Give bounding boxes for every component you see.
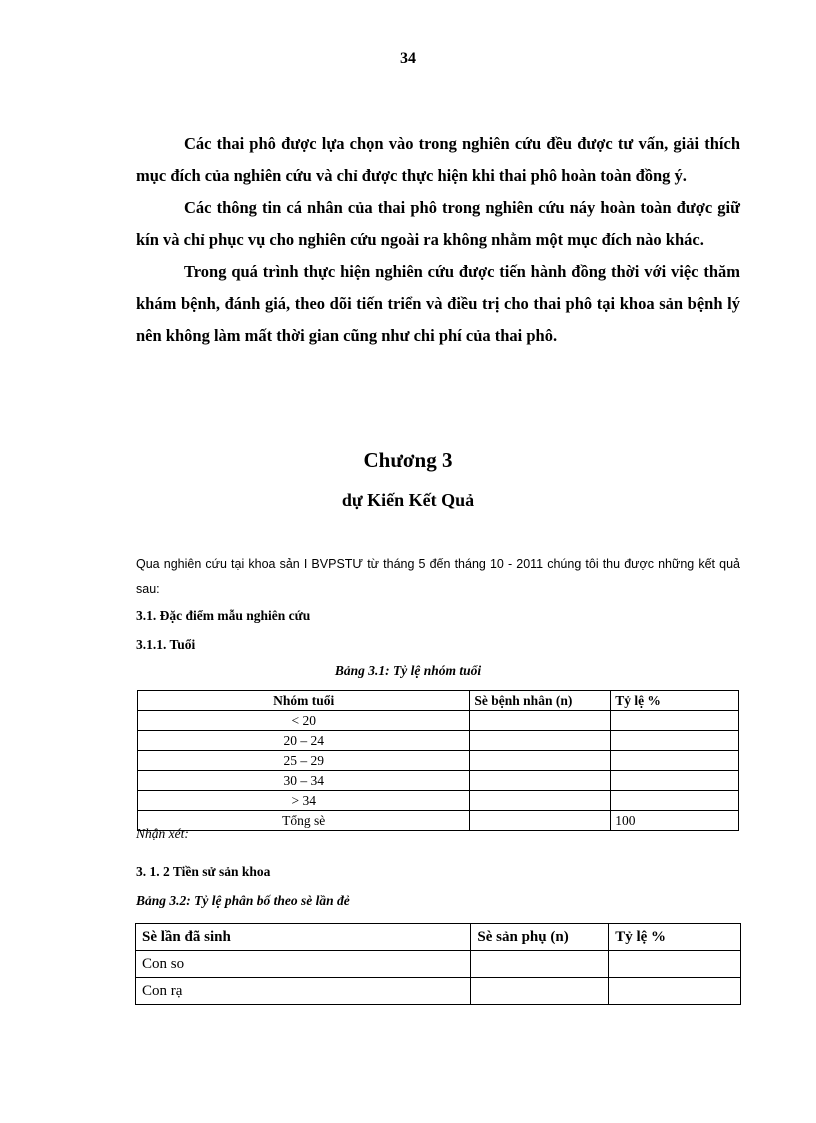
table-cell bbox=[611, 731, 739, 751]
table-cell: Con so bbox=[136, 951, 471, 978]
table-row bbox=[138, 771, 739, 791]
body-text bbox=[136, 128, 740, 352]
table-cell: Tổng sè bbox=[138, 811, 470, 831]
column-header: Nhóm tuổi bbox=[138, 691, 470, 711]
table-cell bbox=[609, 951, 741, 978]
table-cell: 100 bbox=[611, 811, 739, 831]
table-cell bbox=[470, 751, 611, 771]
table-cell: 30 – 34 bbox=[138, 771, 470, 791]
table-cell bbox=[609, 978, 741, 1005]
table-header-row bbox=[138, 691, 739, 711]
intro-text: Qua nghiên cứu tại khoa sản I BVPSTƯ từ tháng 5 đến tháng 10 - 2011 chúng tôi thu được những kết quả sau: bbox=[136, 557, 740, 596]
table-header-row bbox=[136, 924, 741, 951]
table-cell bbox=[611, 791, 739, 811]
table-cell bbox=[611, 771, 739, 791]
table-row bbox=[138, 711, 739, 731]
table-cell bbox=[470, 771, 611, 791]
column-header: Sè sản phụ (n) bbox=[471, 924, 609, 951]
table-row bbox=[136, 951, 741, 978]
paragraph: Các thông tin cá nhân của thai phô trong nghiên cứu náy hoàn toàn được giữ kín và chỉ phục vụ cho nghiên cứu ngoài ra không nhằm một mục đích nào khác. bbox=[136, 198, 740, 249]
table-cell bbox=[470, 811, 611, 831]
table-row bbox=[138, 751, 739, 771]
column-header: Sè bệnh nhân (n) bbox=[470, 691, 611, 711]
paragraph: Trong quá trình thực hiện nghiên cứu được tiến hành đồng thời với việc thăm khám bệnh, đánh giá, theo dõi tiến triển và điều trị cho thai phô tại khoa sản bệnh lý nên không làm mất thời gian cũng như chi phí của thai phô. bbox=[136, 262, 740, 345]
table-cell: > 34 bbox=[138, 791, 470, 811]
table-cell: 20 – 24 bbox=[138, 731, 470, 751]
column-header: Sè lần đã sinh bbox=[136, 924, 471, 951]
table-cell bbox=[611, 751, 739, 771]
subsection-heading: 3. 1. 2 Tiền sử sản khoa bbox=[136, 864, 271, 879]
table-row bbox=[136, 978, 741, 1005]
table-cell bbox=[470, 731, 611, 751]
table-cell bbox=[611, 711, 739, 731]
table-cell bbox=[471, 978, 609, 1005]
table-caption: Bảng 3.1: Tỷ lệ nhóm tuổi bbox=[334, 663, 482, 678]
table-cell bbox=[471, 951, 609, 978]
table-cell: 25 – 29 bbox=[138, 751, 470, 771]
table-caption: Bảng 3.2: Tỷ lệ phân bố theo sè lần đẻ bbox=[136, 893, 350, 908]
table-cell: Con rạ bbox=[136, 978, 471, 1005]
table-row bbox=[138, 731, 739, 751]
remark-label: Nhận xét: bbox=[136, 826, 189, 841]
column-header: Tỷ lệ % bbox=[609, 924, 741, 951]
table-cell: < 20 bbox=[138, 711, 470, 731]
table-cell bbox=[470, 791, 611, 811]
table-row bbox=[138, 811, 739, 831]
section-heading: 3.1. Đặc điểm mẫu nghiên cứu bbox=[136, 608, 311, 623]
chapter-subtitle: dự Kiến Kết Quả bbox=[341, 490, 475, 510]
paragraph: Các thai phô được lựa chọn vào trong nghiên cứu đều được tư vấn, giải thích mục đích của nghiên cứu và chỉ được thực hiện khi thai phô hoàn toàn đồng ý. bbox=[136, 134, 740, 185]
column-header: Tỷ lệ % bbox=[611, 691, 739, 711]
table-cell bbox=[470, 711, 611, 731]
birth-count-table bbox=[135, 923, 741, 1005]
table-row bbox=[138, 791, 739, 811]
page-number: 34 bbox=[400, 50, 416, 67]
chapter-title: Chương 3 bbox=[363, 448, 453, 472]
age-group-table bbox=[137, 690, 739, 831]
subsection-heading: 3.1.1. Tuổi bbox=[136, 637, 196, 652]
